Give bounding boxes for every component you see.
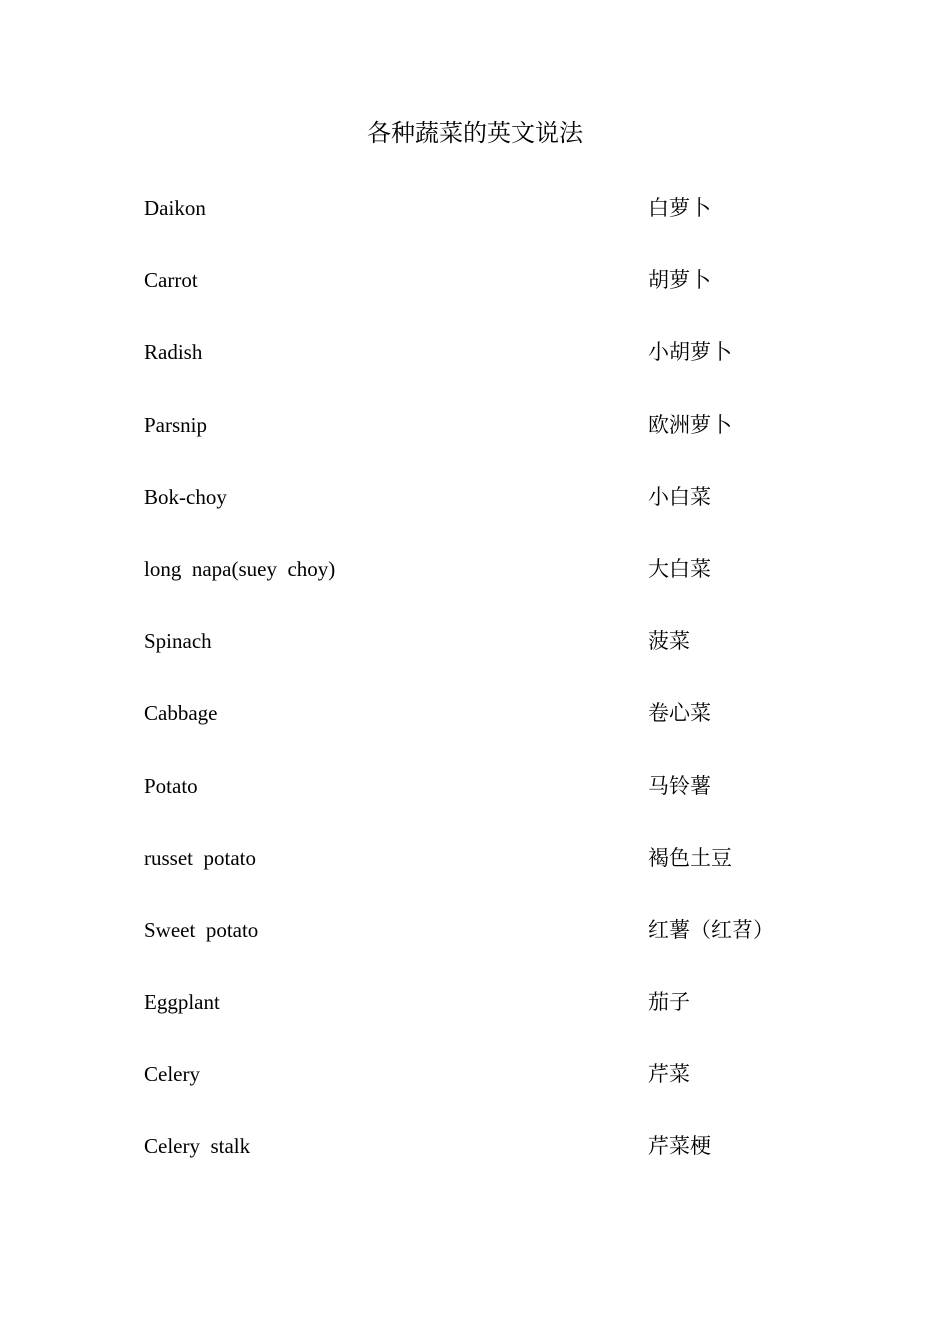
english-term: Celery stalk <box>144 1134 251 1159</box>
page-title: 各种蔬菜的英文说法 <box>367 119 583 147</box>
vocabulary-list <box>0 190 950 1201</box>
chinese-term: 马铃薯 <box>648 773 711 798</box>
english-term: Spinach <box>144 629 212 654</box>
chinese-term: 胡萝卜 <box>648 268 711 293</box>
chinese-term: 小白菜 <box>648 484 711 509</box>
chinese-term: 茄子 <box>648 990 690 1015</box>
list-item <box>0 840 950 912</box>
english-term: Sweet potato <box>144 917 259 942</box>
english-term: Celery <box>144 1062 200 1087</box>
chinese-term: 芹菜 <box>648 1062 690 1087</box>
list-item <box>0 190 950 262</box>
english-term: Cabbage <box>144 701 218 726</box>
list-item <box>0 407 950 479</box>
chinese-term: 小胡萝卜 <box>648 340 732 365</box>
english-term: Bok-choy <box>144 484 227 509</box>
chinese-term: 菠菜 <box>648 629 690 654</box>
chinese-term: 白萝卜 <box>648 196 711 220</box>
chinese-term: 褐色土豆 <box>648 845 732 870</box>
list-item <box>0 1056 950 1128</box>
english-term: Carrot <box>144 268 198 293</box>
list-item <box>0 262 950 334</box>
chinese-term: 欧洲萝卜 <box>648 412 732 437</box>
chinese-term: 芹菜梗 <box>648 1134 711 1159</box>
english-term: Daikon <box>144 196 206 220</box>
english-term: long napa(suey choy) <box>144 556 336 581</box>
english-term: Parsnip <box>144 412 207 437</box>
list-item <box>0 334 950 406</box>
list-item <box>0 768 950 840</box>
english-term: Potato <box>144 773 198 798</box>
chinese-term: 红薯（红苕） <box>648 917 774 942</box>
chinese-term: 卷心菜 <box>648 701 711 726</box>
english-term: Eggplant <box>144 990 220 1015</box>
list-item <box>0 695 950 767</box>
list-item <box>0 551 950 623</box>
list-item <box>0 1128 950 1200</box>
list-item <box>0 479 950 551</box>
list-item <box>0 912 950 984</box>
english-term: Radish <box>144 340 203 365</box>
list-item <box>0 623 950 695</box>
english-term: russet potato <box>144 845 256 870</box>
chinese-term: 大白菜 <box>648 556 711 581</box>
list-item <box>0 984 950 1056</box>
